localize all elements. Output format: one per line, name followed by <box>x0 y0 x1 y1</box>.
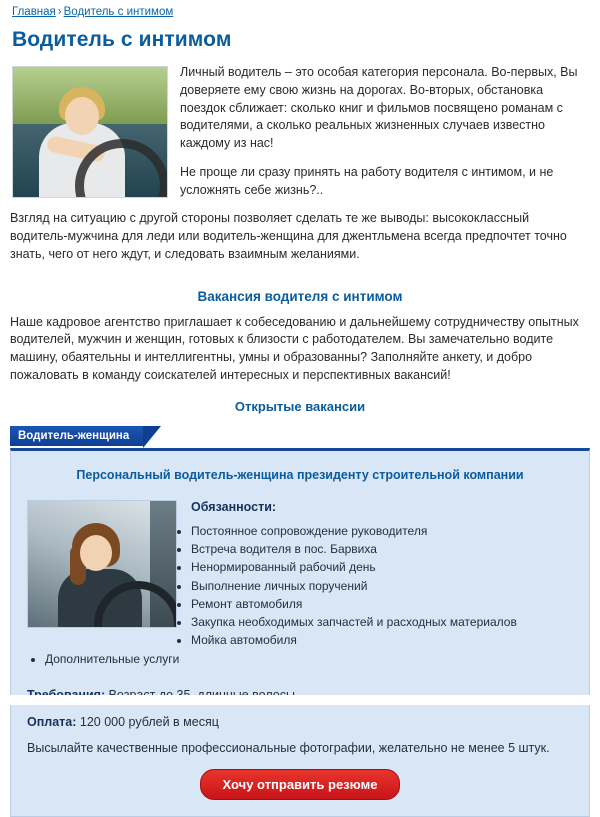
intro-block <box>10 64 590 275</box>
vacancy-card <box>10 448 590 817</box>
intro-paragraph-2: Не проще ли сразу принять на работу водителя с интимом, и не усложнять себе жизнь?.. <box>10 164 590 200</box>
list-item: • Постоянное сопровождение руководителя <box>45 522 573 540</box>
salary-row <box>27 713 573 732</box>
woman-driver-in-car-photo <box>27 500 177 628</box>
list-item: • Дополнительные услуги <box>45 650 573 668</box>
vacancy-section-heading: Вакансия водителя с интимом <box>10 289 590 304</box>
breadcrumb-separator: › <box>58 6 62 18</box>
vacancy-section-text-block <box>10 314 590 385</box>
page-title: Водитель с интимом <box>12 28 590 52</box>
open-vacancies-heading: Открытые вакансии <box>10 399 590 414</box>
vacancy-card-title: Персональный водитель-женщина президенту строительной компании <box>27 467 573 485</box>
breadcrumb <box>10 0 590 22</box>
list-item: • Мойка автомобиля <box>45 631 573 649</box>
list-item: • Выполнение личных поручений <box>45 577 573 595</box>
photo-figure-head <box>80 535 112 571</box>
photos-note: Высылайте качественные профессиональные фотографии, желательно не менее 5 штук. <box>27 741 573 755</box>
salary-value: 120 000 рублей в месяц <box>80 715 219 729</box>
vacancy-tabs <box>10 426 590 448</box>
vacancy-section-text: Наше кадровое агентство приглашает к собеседованию и дальнейшему сотрудничеству опытных водителей, мужчин и женщин, готовых к близости с работодателем. Вы замечательно водите машину, обаятельны и интеллигентны, умны и образованны? Заполняйте анкету, и добро пожаловать в команду соискателей интересных и перспективных вакансий! <box>10 314 590 385</box>
cta-container <box>27 769 573 800</box>
send-resume-button[interactable]: Хочу отправить резюме <box>200 769 401 800</box>
list-item: • Встреча водителя в пос. Барвиха <box>45 540 573 558</box>
driver-woman-photo <box>12 66 168 198</box>
salary-label: Оплата: <box>27 715 76 729</box>
breadcrumb-current[interactable]: Водитель с интимом <box>64 6 174 18</box>
vacancy-card-body <box>27 498 573 678</box>
intro-paragraph-1: Личный водитель – это особая категория персонала. Во-первых, Вы доверяете ему свою жизнь на дорогах. Во-вторых, обстановка поездок сближает: сколько книг и фильмов посвящено романам с водителями, а сколько реальных жизненных случаев известно каждому из нас! <box>10 64 590 153</box>
list-item: • Ненормированный рабочий день <box>45 558 573 576</box>
breadcrumb-home-link[interactable]: Главная <box>12 6 56 18</box>
list-item: • Ремонт автомобиля <box>45 595 573 613</box>
list-item: • Закупка необходимых запчастей и расходных материалов <box>45 613 573 631</box>
duties-heading: Обязанности: <box>27 500 573 514</box>
photo-figure-head <box>65 97 99 135</box>
bottom-spacer <box>0 695 600 705</box>
intro-paragraph-3: Взгляд на ситуацию с другой стороны позволяет сделать те же выводы: высококлассный водитель-мужчина для леди или водитель-женщина для джентльмена всегда предпочтет точно знать, чего от него ждут, и следовать взаимным желаниями. <box>10 210 590 263</box>
tab-driver-woman[interactable]: Водитель-женщина <box>10 426 143 446</box>
